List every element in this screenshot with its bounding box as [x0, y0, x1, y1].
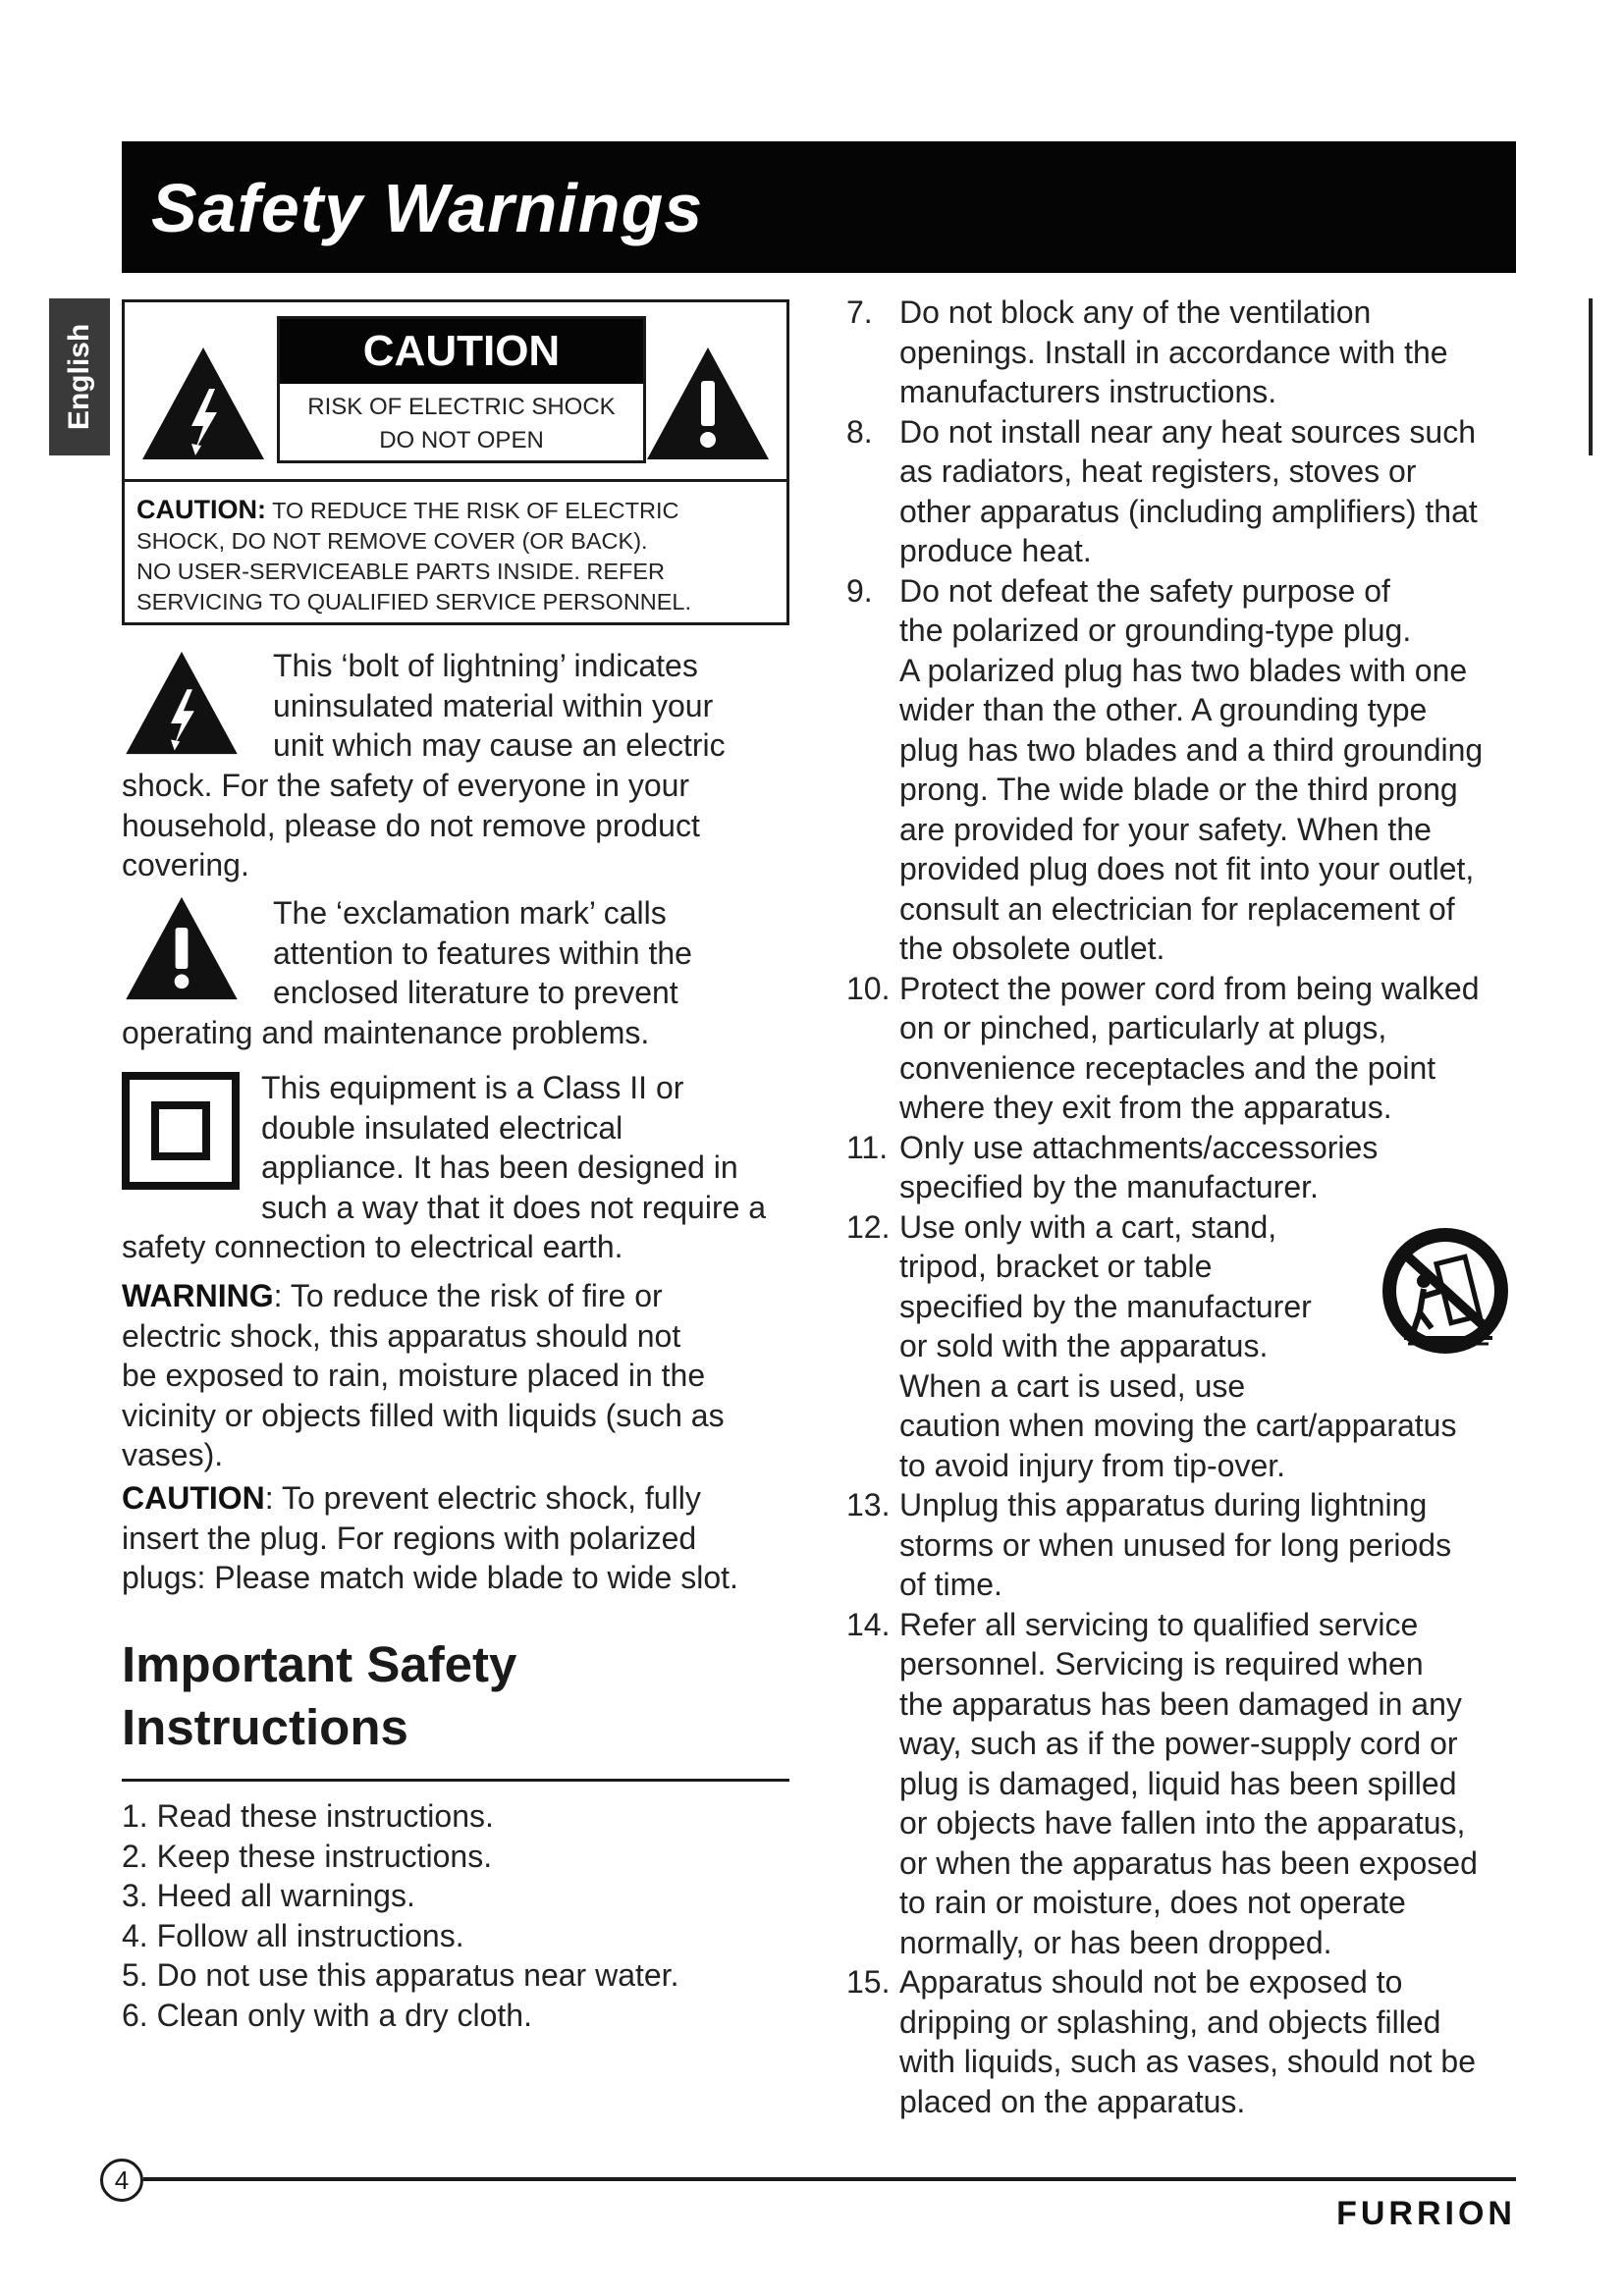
caution-heading: CAUTION — [280, 319, 643, 384]
list-item — [846, 1605, 1524, 1963]
text-line: tripod, bracket or table — [899, 1249, 1213, 1284]
text-line: covering. — [122, 847, 249, 882]
list-item-number: 15. — [846, 1964, 891, 2000]
text-line: plugs: Please match wide blade to wide slot. — [122, 1560, 738, 1595]
text-line: plug is damaged, liquid has been spilled — [899, 1765, 1457, 1801]
exclamation-warning-icon — [645, 346, 771, 461]
text-line: produce heat. — [899, 533, 1092, 568]
caution-paragraph — [122, 1478, 799, 1598]
list-item — [846, 412, 1524, 571]
warning-label: WARNING — [122, 1278, 274, 1313]
list-item — [846, 293, 1524, 412]
text-line: or when the apparatus has been exposed — [899, 1844, 1478, 1881]
text-line: Apparatus should not be exposed to — [899, 1964, 1403, 2000]
list-item: 3. Heed all warnings. — [122, 1878, 415, 1913]
text-line: prong. The wide blade or the third prong — [899, 772, 1458, 807]
class2-description-bottom — [122, 1227, 789, 1267]
text-line: caution when moving the cart/apparatus — [899, 1408, 1457, 1443]
text-line: to rain or moisture, does not operate — [899, 1885, 1406, 1920]
text-line: the obsolete outlet. — [899, 931, 1165, 966]
caution-label — [277, 316, 646, 463]
list-item-number: 8. — [846, 413, 873, 450]
caution-body-line: SHOCK, DO NOT REMOVE COVER (OR BACK). — [136, 528, 648, 554]
list-item-number: 14. — [846, 1606, 891, 1642]
text-line: be exposed to rain, moisture placed in the — [122, 1358, 706, 1393]
text-line: Only use attachments/accessories — [899, 1129, 1379, 1165]
text-line: convenience receptacles and the point — [899, 1049, 1436, 1086]
text-line: The ‘exclamation mark’ calls — [273, 895, 667, 931]
page-title: Safety Warnings — [151, 170, 704, 246]
list-item — [846, 571, 1524, 969]
lightning-description-top — [273, 646, 793, 766]
list-item: 5. Do not use this apparatus near water. — [122, 1957, 679, 1993]
list-item-number: 10. — [846, 970, 891, 1006]
text-line: provided plug does not fit into your outlet, — [899, 851, 1475, 886]
text-line: as radiators, heat registers, stoves or — [899, 454, 1417, 489]
text-line: Do not block any of the ventilation — [899, 294, 1372, 330]
text-line: When a cart is used, use — [899, 1367, 1246, 1404]
heading-line: Important Safety — [122, 1636, 517, 1692]
text-line: Unplug this apparatus during lightning — [899, 1487, 1428, 1522]
text-line: household, please do not remove product — [122, 807, 700, 843]
class2-description-top — [261, 1068, 791, 1227]
text-line: vases). — [122, 1437, 224, 1472]
text-line: electric shock, this apparatus should not — [122, 1317, 681, 1354]
text-line: where they exit from the apparatus. — [899, 1090, 1392, 1125]
right-margin-rule — [1589, 298, 1593, 455]
text-line: This ‘bolt of lightning’ indicates — [273, 648, 698, 683]
exclamation-description-bottom — [122, 1013, 789, 1053]
double-insulation-icon — [122, 1072, 240, 1190]
caution-box — [122, 299, 789, 625]
text-line: Refer all servicing to qualified service — [899, 1606, 1419, 1642]
list-item: 1. Read these instructions. — [122, 1798, 494, 1834]
text-line: insert the plug. For regions with polarized — [122, 1520, 697, 1556]
warning-paragraph — [122, 1276, 799, 1475]
list-item — [846, 1485, 1524, 1605]
lightning-symbol-icon — [122, 650, 242, 756]
list-item: 2. Keep these instructions. — [122, 1838, 493, 1874]
title-bar — [122, 141, 1516, 273]
text-line: : To prevent electric shock, fully — [264, 1480, 701, 1516]
list-item-number: 7. — [846, 294, 873, 330]
instructions-heading — [122, 1633, 789, 1759]
caution-body-line: NO USER-SERVICEABLE PARTS INSIDE. REFER — [136, 559, 666, 584]
caution-box-top — [125, 302, 786, 482]
caution-body — [136, 495, 779, 617]
exclamation-description-top — [273, 893, 793, 1013]
text-line: appliance. It has been designed in — [261, 1149, 738, 1185]
caution-body-line: TO REDUCE THE RISK OF ELECTRIC — [265, 498, 679, 523]
text-line: the polarized or grounding-type plug. — [899, 613, 1412, 648]
text-line: specified by the manufacturer. — [899, 1169, 1319, 1204]
text-line: specified by the manufacturer — [899, 1288, 1312, 1324]
text-line: shock. For the safety of everyone in your — [122, 768, 690, 803]
language-tab-label: English — [63, 323, 95, 431]
text-line: This equipment is a Class II or — [261, 1070, 684, 1105]
text-line: with liquids, such as vases, should not be — [899, 2044, 1476, 2079]
text-line: of time. — [899, 1567, 1002, 1602]
text-line: consult an electrician for replacement of — [899, 890, 1455, 927]
text-line: safety connection to electrical earth. — [122, 1229, 623, 1264]
heading-line: Instructions — [122, 1699, 408, 1755]
list-item-number: 13. — [846, 1487, 891, 1522]
text-line: way, such as if the power-supply cord or — [899, 1726, 1458, 1761]
text-line: the apparatus has been damaged in any — [899, 1685, 1462, 1722]
list-item: 4. Follow all instructions. — [122, 1917, 464, 1953]
text-line: storms or when unused for long periods — [899, 1526, 1452, 1563]
text-line: are provided for your safety. When the — [899, 811, 1432, 847]
footer-rule — [143, 2177, 1516, 2181]
list-item — [846, 969, 1524, 1128]
text-line: manufacturers instructions. — [899, 374, 1277, 409]
text-line: other apparatus (including amplifiers) that — [899, 493, 1478, 529]
text-line: dripping or splashing, and objects filled — [899, 2003, 1441, 2040]
text-line: or objects have fallen into the apparatus, — [899, 1805, 1466, 1841]
caution-subtext-line: RISK OF ELECTRIC SHOCK — [307, 394, 616, 420]
lightning-warning-icon — [140, 346, 266, 461]
text-line: Use only with a cart, stand, — [899, 1208, 1277, 1245]
lightning-description-bottom — [122, 766, 789, 885]
text-line: A polarized plug has two blades with one — [899, 652, 1468, 688]
text-line: personnel. Servicing is required when — [899, 1646, 1424, 1682]
text-line: Do not install near any heat sources such — [899, 413, 1476, 450]
list-item-number: 9. — [846, 572, 873, 609]
text-line: attention to features within the — [273, 934, 692, 971]
text-line: to avoid injury from tip-over. — [899, 1447, 1286, 1483]
brand-logo: FURRION — [1336, 2195, 1516, 2232]
text-line: unit which may cause an electric — [273, 727, 726, 763]
exclamation-symbol-icon — [122, 895, 242, 1001]
language-tab — [49, 298, 110, 455]
text-line: uninsulated material within your — [273, 687, 714, 723]
text-line: operating and maintenance problems. — [122, 1015, 650, 1050]
text-line: such a way that it does not require a — [261, 1189, 767, 1225]
list-item-number: 12. — [846, 1208, 891, 1245]
text-line: : To reduce the risk of fire or — [273, 1278, 663, 1313]
text-line: Do not defeat the safety purpose of — [899, 572, 1390, 609]
text-line: openings. Install in accordance with the — [899, 334, 1448, 370]
text-line: vicinity or objects filled with liquids (such as — [122, 1397, 725, 1433]
instructions-list-right — [846, 293, 1524, 2121]
list-item-number: 11. — [846, 1129, 889, 1165]
caution-body-line: SERVICING TO QUALIFIED SERVICE PERSONNEL. — [136, 589, 692, 614]
list-item — [846, 1962, 1524, 2121]
text-line: double insulated electrical — [261, 1109, 623, 1146]
heading-divider — [122, 1779, 789, 1782]
list-item: 6. Clean only with a dry cloth. — [122, 1997, 532, 2033]
instructions-list-left — [122, 1796, 789, 2035]
text-line: normally, or has been dropped. — [899, 1924, 1332, 1960]
page-number: 4 — [100, 2159, 143, 2202]
caution-subtext-line: DO NOT OPEN — [379, 427, 544, 454]
text-line: placed on the apparatus. — [899, 2083, 1246, 2119]
caution-body-label: CAUTION: — [136, 495, 266, 524]
text-line: on or pinched, particularly at plugs, — [899, 1010, 1387, 1045]
caution-subtext — [280, 384, 643, 457]
cart-tipover-icon — [1375, 1222, 1517, 1364]
caution-note-label: CAUTION — [122, 1480, 265, 1516]
text-line: enclosed literature to prevent — [273, 975, 678, 1010]
text-line: or sold with the apparatus. — [899, 1328, 1269, 1363]
text-line: Protect the power cord from being walked — [899, 970, 1480, 1006]
list-item — [846, 1128, 1524, 1207]
text-line: plug has two blades and a third grounding — [899, 731, 1484, 768]
text-line: wider than the other. A grounding type — [899, 692, 1428, 727]
